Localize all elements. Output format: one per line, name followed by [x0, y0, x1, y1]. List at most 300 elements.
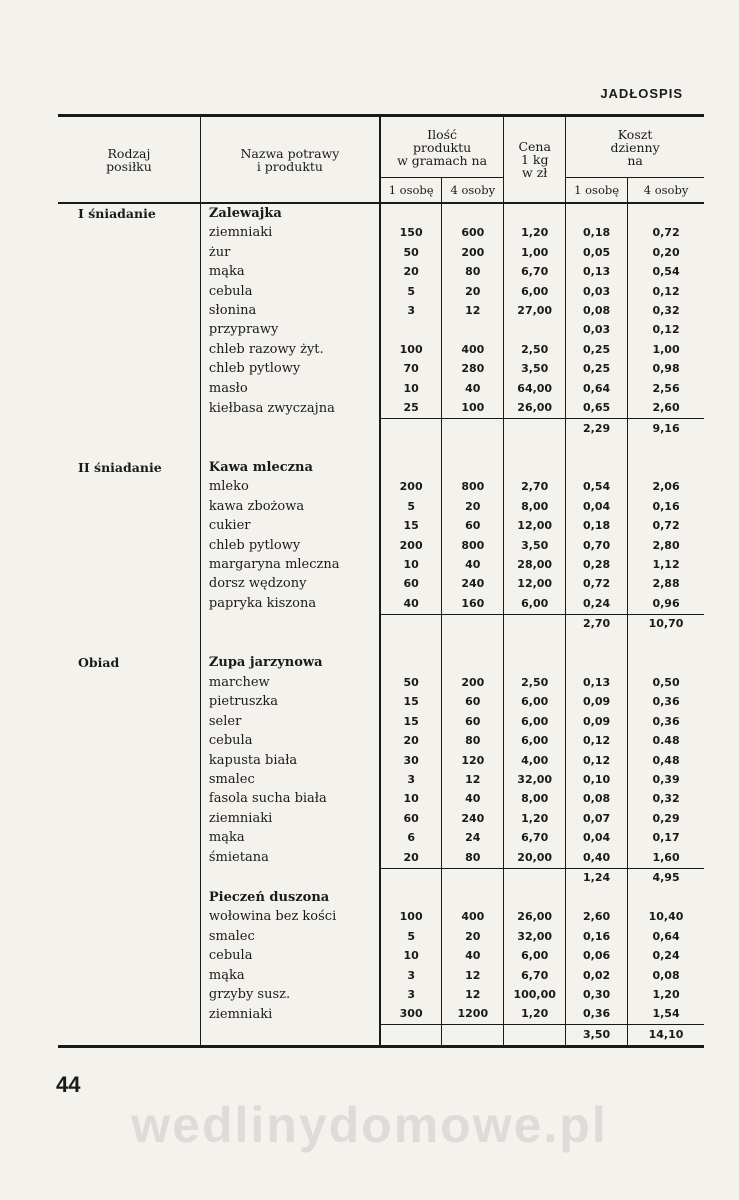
spacer-row	[58, 634, 704, 653]
dish-name-cell: Pieczeń duszona	[200, 888, 380, 907]
watermark: wedlinydomowe.pl	[131, 1097, 608, 1153]
price-per-kg-cell: 28,00	[504, 555, 566, 574]
subtotal-one-person-cell: 1,24	[566, 868, 628, 888]
empty-cell	[58, 946, 200, 965]
subtotal-one-person-cell: 3,50	[566, 1025, 628, 1047]
grams-four-persons-cell	[442, 321, 504, 340]
product-row	[58, 340, 704, 359]
empty-cell	[58, 399, 200, 419]
empty-cell	[504, 614, 566, 634]
cost-four-persons-cell: 0,36	[628, 712, 704, 731]
product-row	[58, 360, 704, 379]
empty-cell	[58, 829, 200, 848]
product-name-cell: papryka kiszona	[200, 594, 380, 614]
price-per-kg-cell: 1,20	[504, 224, 566, 243]
header-cost: Koszt dzienny na	[566, 116, 704, 178]
product-name-cell: ziemniaki	[200, 224, 380, 243]
product-name-cell: śmietana	[200, 848, 380, 868]
grams-one-person-cell: 200	[380, 536, 442, 555]
product-row	[58, 731, 704, 750]
product-row	[58, 536, 704, 555]
price-per-kg-cell: 1,20	[504, 1005, 566, 1025]
product-name-cell: chleb pytlowy	[200, 360, 380, 379]
grams-four-persons-cell: 60	[442, 516, 504, 535]
price-per-kg-cell: 2,70	[504, 477, 566, 496]
empty-cell	[628, 203, 704, 224]
grams-four-persons-cell: 12	[442, 770, 504, 789]
grams-four-persons-cell: 40	[442, 946, 504, 965]
empty-cell	[200, 868, 380, 888]
dish-name-cell: Zalewajka	[200, 203, 380, 224]
product-name-cell: pietruszka	[200, 692, 380, 711]
empty-cell	[58, 809, 200, 828]
grams-one-person-cell: 3	[380, 966, 442, 985]
product-row	[58, 848, 704, 868]
cost-one-person-cell: 0,03	[566, 282, 628, 301]
cost-four-persons-cell: 2,80	[628, 536, 704, 555]
product-row	[58, 262, 704, 281]
cost-one-person-cell: 0,70	[566, 536, 628, 555]
grams-one-person-cell: 10	[380, 946, 442, 965]
cost-one-person-cell: 0,12	[566, 751, 628, 770]
header-cost-one-person: 1 osobę	[566, 178, 628, 204]
empty-cell	[442, 419, 504, 439]
table-header	[58, 116, 704, 204]
product-name-cell: cebula	[200, 946, 380, 965]
grams-one-person-cell: 25	[380, 399, 442, 419]
price-per-kg-cell: 3,50	[504, 536, 566, 555]
cost-one-person-cell: 0,18	[566, 516, 628, 535]
product-row	[58, 712, 704, 731]
grams-four-persons-cell: 80	[442, 848, 504, 868]
meal-type-cell	[58, 888, 200, 907]
spacer-row	[58, 439, 704, 458]
product-name-cell: ziemniaki	[200, 809, 380, 828]
cost-one-person-cell: 0,40	[566, 848, 628, 868]
empty-cell	[566, 203, 628, 224]
dish-row	[58, 458, 704, 477]
header-cost-four-persons: 4 osoby	[628, 178, 704, 204]
cost-four-persons-cell: 0,32	[628, 790, 704, 809]
price-per-kg-cell: 6,70	[504, 966, 566, 985]
price-per-kg-cell: 3,50	[504, 360, 566, 379]
product-name-cell: marchew	[200, 673, 380, 692]
empty-cell	[566, 654, 628, 673]
price-per-kg-cell: 8,00	[504, 790, 566, 809]
cost-one-person-cell: 0,25	[566, 340, 628, 359]
product-row	[58, 399, 704, 419]
cost-four-persons-cell: 0,24	[628, 946, 704, 965]
product-name-cell: wołowina bez kości	[200, 907, 380, 926]
product-row	[58, 809, 704, 828]
empty-cell	[58, 340, 200, 359]
grams-four-persons-cell: 20	[442, 927, 504, 946]
grams-one-person-cell: 5	[380, 927, 442, 946]
empty-cell	[58, 379, 200, 398]
product-name-cell: masło	[200, 379, 380, 398]
cost-four-persons-cell: 2,88	[628, 575, 704, 594]
grams-four-persons-cell: 600	[442, 224, 504, 243]
product-row	[58, 321, 704, 340]
price-per-kg-cell: 6,00	[504, 594, 566, 614]
product-row	[58, 966, 704, 985]
subtotal-row	[58, 1025, 704, 1047]
price-per-kg-cell: 6,00	[504, 282, 566, 301]
price-per-kg-cell: 4,00	[504, 751, 566, 770]
cost-one-person-cell: 0,03	[566, 321, 628, 340]
grams-one-person-cell: 100	[380, 907, 442, 926]
grams-one-person-cell: 3	[380, 301, 442, 320]
grams-one-person-cell: 60	[380, 809, 442, 828]
product-name-cell: seler	[200, 712, 380, 731]
product-row	[58, 751, 704, 770]
empty-cell	[58, 927, 200, 946]
empty-cell	[504, 419, 566, 439]
price-per-kg-cell: 8,00	[504, 497, 566, 516]
empty-cell	[58, 692, 200, 711]
grams-one-person-cell: 15	[380, 516, 442, 535]
empty-cell	[442, 868, 504, 888]
cost-four-persons-cell: 0,48	[628, 751, 704, 770]
meal-type-cell: I śniadanie	[78, 205, 156, 221]
header-qty-one-person: 1 osobę	[380, 178, 442, 204]
price-per-kg-cell: 6,70	[504, 829, 566, 848]
empty-cell	[58, 301, 200, 320]
product-row	[58, 692, 704, 711]
cost-one-person-cell: 0,18	[566, 224, 628, 243]
cost-four-persons-cell: 0,64	[628, 927, 704, 946]
grams-one-person-cell: 70	[380, 360, 442, 379]
price-per-kg-cell: 6,00	[504, 692, 566, 711]
subtotal-four-persons-cell: 10,70	[628, 614, 704, 634]
grams-four-persons-cell: 120	[442, 751, 504, 770]
empty-cell	[58, 1025, 200, 1047]
dish-name-cell: Kawa mleczna	[200, 458, 380, 477]
subtotal-four-persons-cell: 14,10	[628, 1025, 704, 1047]
grams-four-persons-cell: 800	[442, 536, 504, 555]
product-row	[58, 497, 704, 516]
price-per-kg-cell: 20,00	[504, 848, 566, 868]
cost-four-persons-cell: 0,32	[628, 301, 704, 320]
empty-cell	[58, 282, 200, 301]
price-per-kg-cell: 6,00	[504, 946, 566, 965]
empty-cell	[58, 868, 200, 888]
dish-row	[58, 888, 704, 907]
empty-cell	[58, 321, 200, 340]
empty-cell	[58, 751, 200, 770]
grams-one-person-cell: 15	[380, 692, 442, 711]
grams-four-persons-cell: 400	[442, 907, 504, 926]
cost-four-persons-cell: 10,40	[628, 907, 704, 926]
price-per-kg-cell: 12,00	[504, 575, 566, 594]
product-row	[58, 555, 704, 574]
empty-cell	[504, 1025, 566, 1047]
empty-cell	[628, 654, 704, 673]
grams-one-person-cell: 15	[380, 712, 442, 731]
product-name-cell: mąka	[200, 966, 380, 985]
empty-cell	[58, 614, 200, 634]
product-row	[58, 770, 704, 789]
cost-four-persons-cell: 0.48	[628, 731, 704, 750]
empty-cell	[200, 1025, 380, 1047]
grams-four-persons-cell: 280	[442, 360, 504, 379]
grams-one-person-cell: 100	[380, 340, 442, 359]
empty-cell	[380, 1025, 442, 1047]
grams-one-person-cell: 3	[380, 770, 442, 789]
grams-four-persons-cell: 400	[442, 340, 504, 359]
header-meal-type: Rodzaj posiłku	[58, 116, 200, 204]
cost-one-person-cell: 0,05	[566, 243, 628, 262]
product-row	[58, 946, 704, 965]
subtotal-row	[58, 419, 704, 439]
product-name-cell: słonina	[200, 301, 380, 320]
cost-four-persons-cell: 2,56	[628, 379, 704, 398]
grams-one-person-cell: 200	[380, 477, 442, 496]
grams-one-person-cell: 300	[380, 1005, 442, 1025]
price-per-kg-cell: 2,50	[504, 340, 566, 359]
meal-type-cell: II śniadanie	[78, 459, 162, 475]
empty-cell	[58, 497, 200, 516]
product-row	[58, 673, 704, 692]
product-name-cell: mąka	[200, 262, 380, 281]
cost-one-person-cell: 0,24	[566, 594, 628, 614]
running-head: JADŁOSPIS	[600, 86, 683, 101]
grams-four-persons-cell: 40	[442, 555, 504, 574]
cost-one-person-cell: 0,28	[566, 555, 628, 574]
price-per-kg-cell: 6,70	[504, 262, 566, 281]
product-name-cell: chleb razowy żyt.	[200, 340, 380, 359]
cost-one-person-cell: 0,64	[566, 379, 628, 398]
cost-four-persons-cell: 0,72	[628, 224, 704, 243]
cost-four-persons-cell: 0,96	[628, 594, 704, 614]
grams-four-persons-cell: 100	[442, 399, 504, 419]
product-name-cell: kawa zbożowa	[200, 497, 380, 516]
product-row	[58, 927, 704, 946]
empty-cell	[628, 458, 704, 477]
cost-one-person-cell: 0,72	[566, 575, 628, 594]
grams-four-persons-cell: 80	[442, 262, 504, 281]
grams-one-person-cell: 50	[380, 243, 442, 262]
empty-cell	[58, 360, 200, 379]
empty-cell	[58, 966, 200, 985]
empty-cell	[442, 888, 504, 907]
grams-one-person-cell: 5	[380, 497, 442, 516]
grams-four-persons-cell: 12	[442, 985, 504, 1004]
cost-four-persons-cell: 0,16	[628, 497, 704, 516]
price-per-kg-cell: 12,00	[504, 516, 566, 535]
empty-cell	[58, 731, 200, 750]
empty-cell	[504, 888, 566, 907]
grams-one-person-cell: 20	[380, 731, 442, 750]
empty-cell	[442, 614, 504, 634]
empty-cell	[58, 594, 200, 614]
empty-cell	[58, 770, 200, 789]
cost-one-person-cell: 0,36	[566, 1005, 628, 1025]
price-per-kg-cell: 2,50	[504, 673, 566, 692]
empty-cell	[58, 1005, 200, 1025]
product-name-cell: kiełbasa zwyczajna	[200, 399, 380, 419]
cost-four-persons-cell: 1,12	[628, 555, 704, 574]
grams-four-persons-cell: 240	[442, 575, 504, 594]
grams-one-person-cell: 6	[380, 829, 442, 848]
grams-four-persons-cell: 12	[442, 301, 504, 320]
grams-one-person-cell: 50	[380, 673, 442, 692]
cost-one-person-cell: 0,02	[566, 966, 628, 985]
cost-one-person-cell: 0,25	[566, 360, 628, 379]
grams-four-persons-cell: 20	[442, 282, 504, 301]
subtotal-four-persons-cell: 4,95	[628, 868, 704, 888]
cost-one-person-cell: 0,13	[566, 673, 628, 692]
empty-cell	[58, 575, 200, 594]
product-name-cell: cukier	[200, 516, 380, 535]
cost-four-persons-cell: 0,12	[628, 282, 704, 301]
cost-four-persons-cell: 0,29	[628, 809, 704, 828]
product-row	[58, 594, 704, 614]
product-name-cell: chleb pytlowy	[200, 536, 380, 555]
dish-row	[58, 654, 704, 673]
grams-one-person-cell: 20	[380, 262, 442, 281]
empty-cell	[442, 458, 504, 477]
product-name-cell: żur	[200, 243, 380, 262]
product-name-cell: fasola sucha biała	[200, 790, 380, 809]
grams-one-person-cell: 30	[380, 751, 442, 770]
header-qty-four-persons: 4 osoby	[442, 178, 504, 204]
product-row	[58, 907, 704, 926]
price-per-kg-cell: 26,00	[504, 907, 566, 926]
grams-one-person-cell: 60	[380, 575, 442, 594]
price-per-kg-cell	[504, 321, 566, 340]
product-name-cell: grzyby susz.	[200, 985, 380, 1004]
cost-four-persons-cell: 1,20	[628, 985, 704, 1004]
price-per-kg-cell: 1,00	[504, 243, 566, 262]
grams-four-persons-cell: 160	[442, 594, 504, 614]
price-per-kg-cell: 27,00	[504, 301, 566, 320]
product-name-cell: przyprawy	[200, 321, 380, 340]
grams-four-persons-cell: 240	[442, 809, 504, 828]
cost-one-person-cell: 0,10	[566, 770, 628, 789]
empty-cell	[380, 868, 442, 888]
empty-cell	[58, 555, 200, 574]
price-per-kg-cell: 1,20	[504, 809, 566, 828]
cost-one-person-cell: 0,12	[566, 731, 628, 750]
cost-one-person-cell: 0,04	[566, 829, 628, 848]
cost-four-persons-cell: 0,39	[628, 770, 704, 789]
empty-cell	[58, 985, 200, 1004]
product-name-cell: mleko	[200, 477, 380, 496]
empty-cell	[504, 458, 566, 477]
empty-cell	[58, 419, 200, 439]
empty-cell	[58, 712, 200, 731]
page-number: 44	[56, 1072, 81, 1097]
product-name-cell: cebula	[200, 282, 380, 301]
product-row	[58, 243, 704, 262]
product-name-cell: smalec	[200, 927, 380, 946]
grams-four-persons-cell: 800	[442, 477, 504, 496]
product-name-cell: cebula	[200, 731, 380, 750]
product-row	[58, 575, 704, 594]
product-row	[58, 829, 704, 848]
grams-four-persons-cell: 24	[442, 829, 504, 848]
empty-cell	[442, 203, 504, 224]
empty-cell	[380, 654, 442, 673]
grams-four-persons-cell: 40	[442, 379, 504, 398]
cost-one-person-cell: 0,30	[566, 985, 628, 1004]
empty-cell	[628, 888, 704, 907]
cost-one-person-cell: 0,13	[566, 262, 628, 281]
empty-cell	[200, 614, 380, 634]
empty-cell	[58, 907, 200, 926]
empty-cell	[58, 243, 200, 262]
empty-cell	[58, 536, 200, 555]
grams-four-persons-cell: 60	[442, 692, 504, 711]
cost-one-person-cell: 0,54	[566, 477, 628, 496]
subtotal-one-person-cell: 2,29	[566, 419, 628, 439]
grams-one-person-cell	[380, 321, 442, 340]
meal-type-cell: Obiad	[78, 655, 120, 671]
price-per-kg-cell: 6,00	[504, 712, 566, 731]
empty-cell	[566, 888, 628, 907]
cost-four-persons-cell: 0,72	[628, 516, 704, 535]
empty-cell	[566, 458, 628, 477]
grams-four-persons-cell: 40	[442, 790, 504, 809]
grams-four-persons-cell: 20	[442, 497, 504, 516]
product-name-cell: kapusta biała	[200, 751, 380, 770]
cost-four-persons-cell: 1,54	[628, 1005, 704, 1025]
price-per-kg-cell: 26,00	[504, 399, 566, 419]
subtotal-row	[58, 868, 704, 888]
price-per-kg-cell: 6,00	[504, 731, 566, 750]
cost-one-person-cell: 0,08	[566, 301, 628, 320]
menu-table	[58, 114, 704, 1048]
product-row	[58, 1005, 704, 1025]
cost-four-persons-cell: 0,17	[628, 829, 704, 848]
empty-cell	[58, 848, 200, 868]
grams-one-person-cell: 150	[380, 224, 442, 243]
empty-cell	[504, 868, 566, 888]
cost-one-person-cell: 0,16	[566, 927, 628, 946]
subtotal-four-persons-cell: 9,16	[628, 419, 704, 439]
grams-four-persons-cell: 200	[442, 673, 504, 692]
cost-one-person-cell: 0,07	[566, 809, 628, 828]
empty-cell	[58, 224, 200, 243]
grams-one-person-cell: 10	[380, 790, 442, 809]
header-quantity: Ilość produktu w gramach na	[380, 116, 504, 178]
cost-one-person-cell: 0,65	[566, 399, 628, 419]
header-price: Cena 1 kg w zł	[504, 116, 566, 204]
cost-one-person-cell: 0,08	[566, 790, 628, 809]
empty-cell	[380, 614, 442, 634]
grams-four-persons-cell: 60	[442, 712, 504, 731]
cost-four-persons-cell: 0,20	[628, 243, 704, 262]
cost-one-person-cell: 0,06	[566, 946, 628, 965]
grams-one-person-cell: 5	[380, 282, 442, 301]
empty-cell	[442, 654, 504, 673]
cost-four-persons-cell: 0,54	[628, 262, 704, 281]
cost-four-persons-cell: 1,60	[628, 848, 704, 868]
cost-four-persons-cell: 0,50	[628, 673, 704, 692]
header-dish-name: Nazwa potrawy i produktu	[200, 116, 380, 204]
empty-cell	[504, 203, 566, 224]
product-name-cell: margaryna mleczna	[200, 555, 380, 574]
cost-four-persons-cell: 0,12	[628, 321, 704, 340]
cost-four-persons-cell: 1,00	[628, 340, 704, 359]
product-row	[58, 282, 704, 301]
product-row	[58, 790, 704, 809]
grams-one-person-cell: 40	[380, 594, 442, 614]
product-name-cell: mąka	[200, 829, 380, 848]
subtotal-one-person-cell: 2,70	[566, 614, 628, 634]
empty-cell	[380, 888, 442, 907]
